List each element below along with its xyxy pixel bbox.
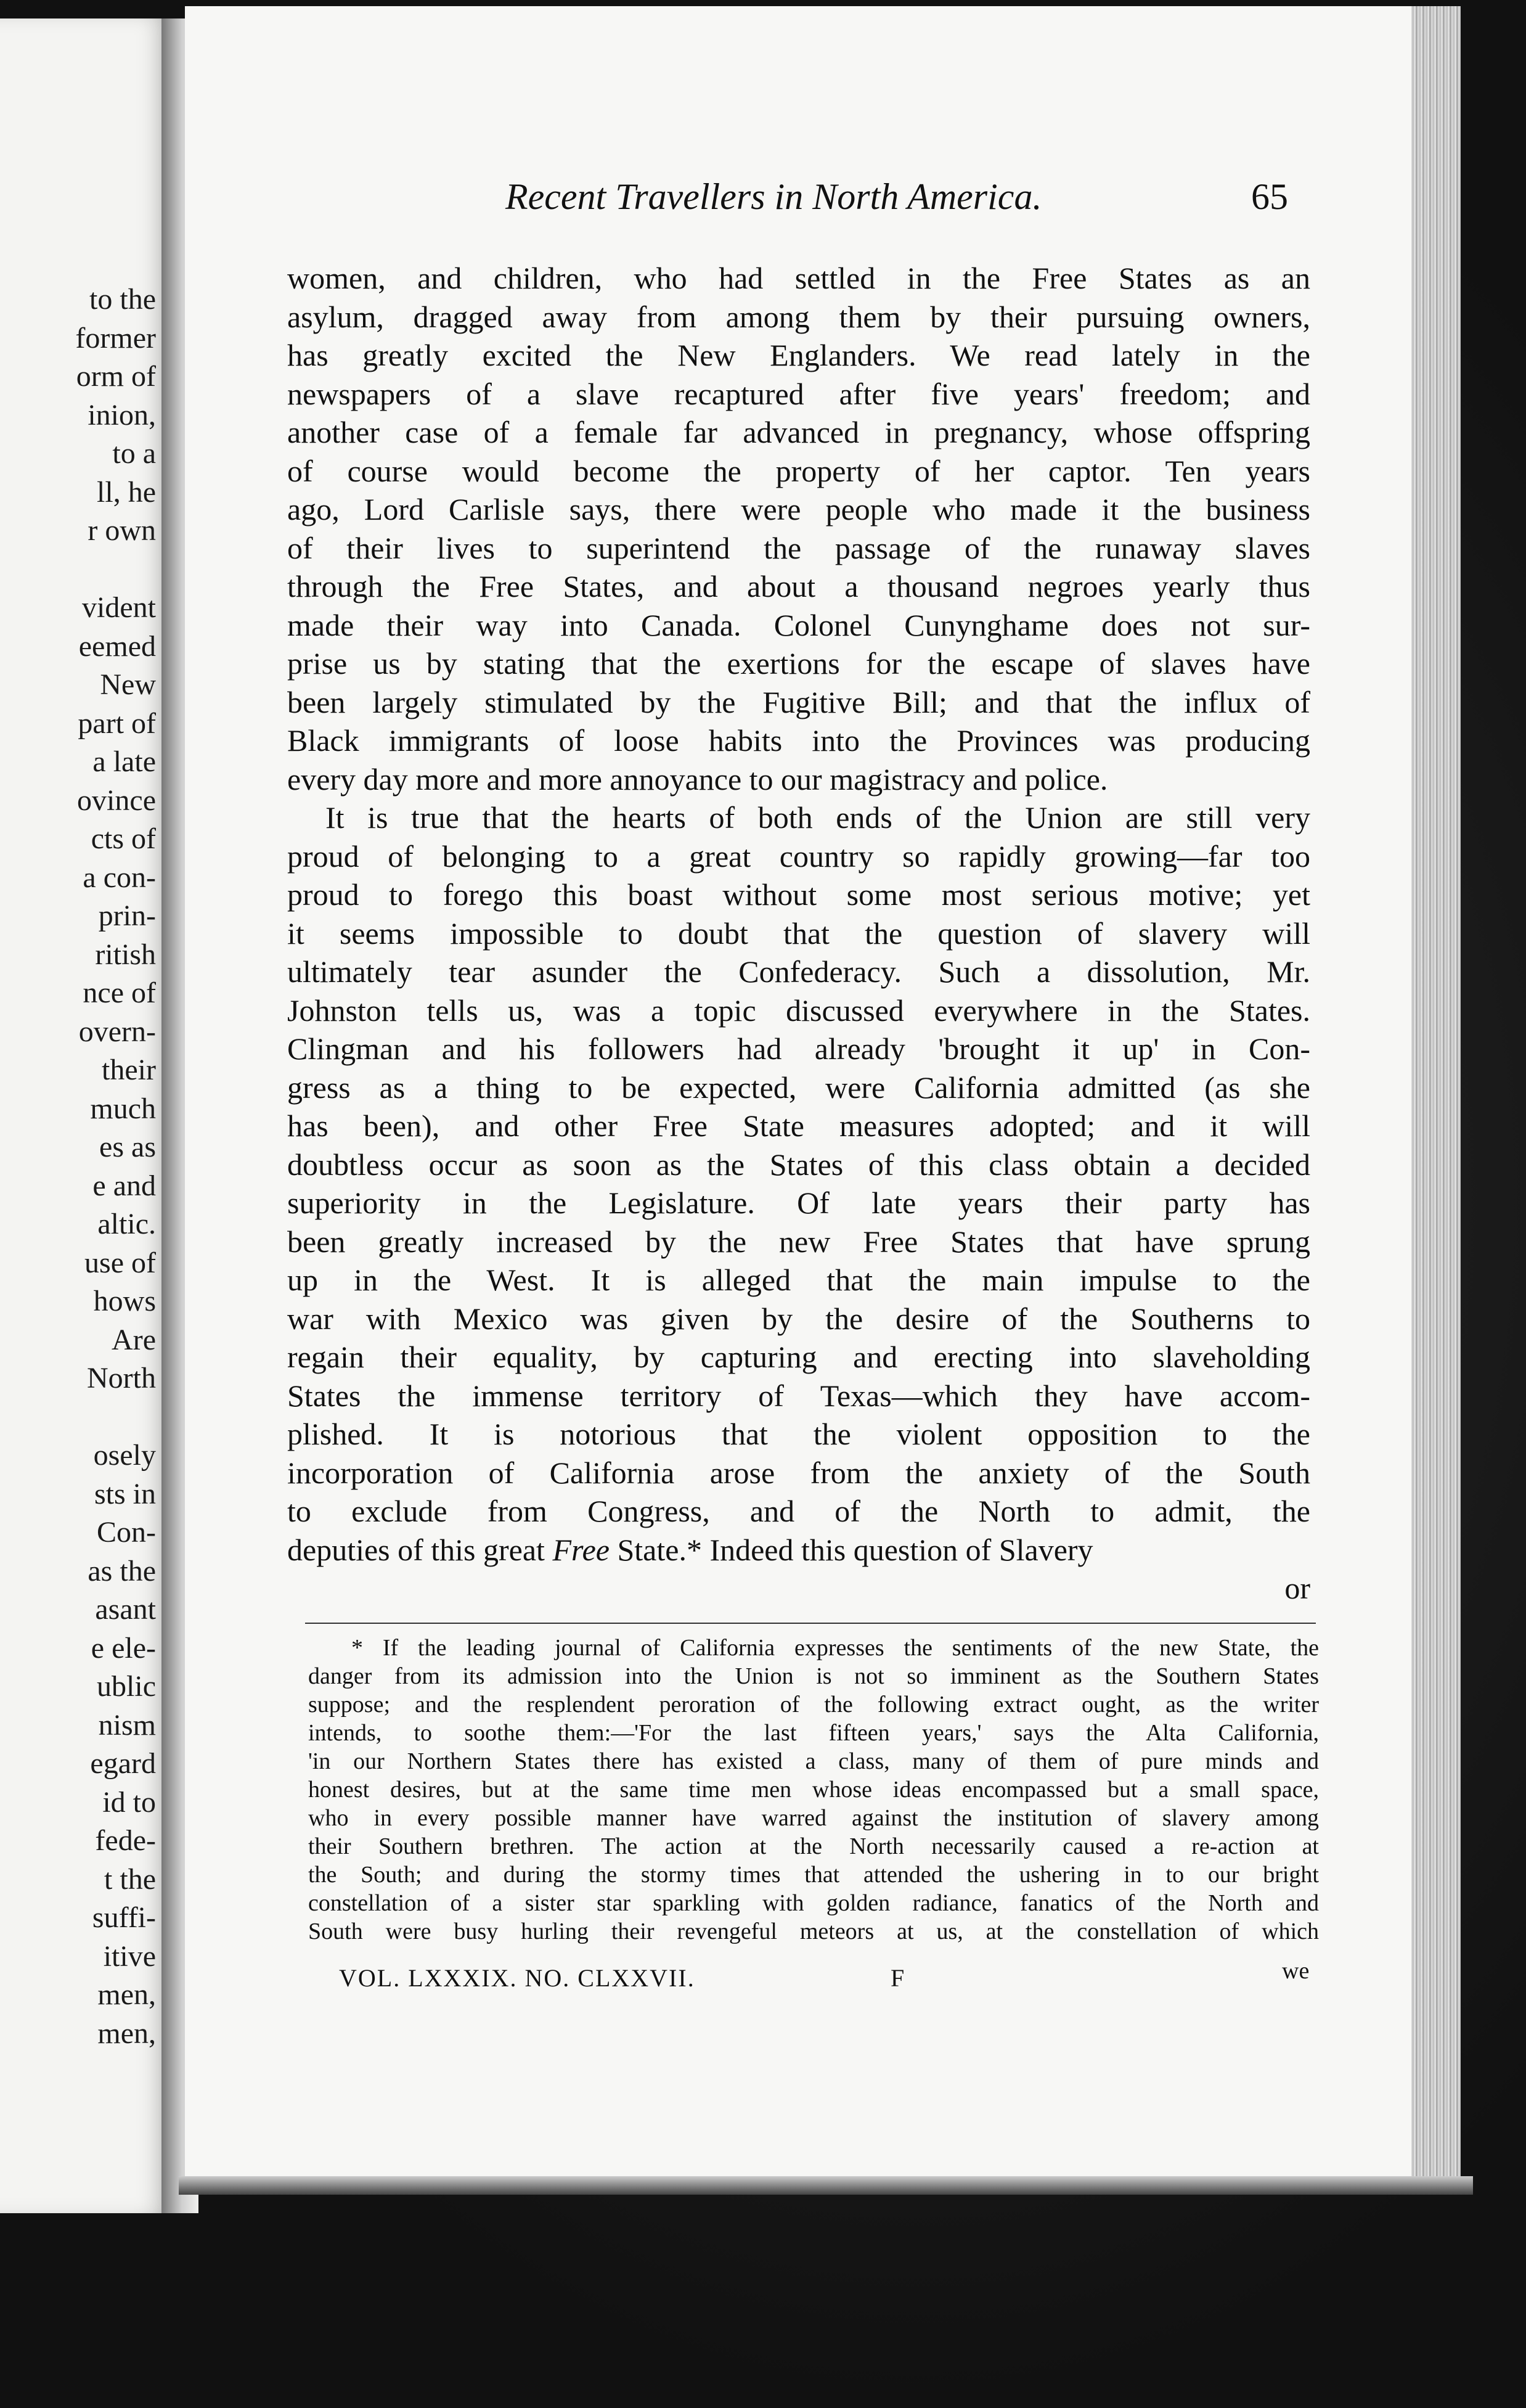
signature-line	[339, 1958, 1325, 1994]
footnote-line: their Southern brethren. The action at the North necessarily caused a re-action at	[308, 1833, 1319, 1859]
page-bottom-edge	[179, 2176, 1473, 2195]
body-line: gress as a thing to be expected, were California admitted (as she	[287, 1070, 1310, 1105]
footnote-line: who in every possible manner have warred against the institution of slavery among	[308, 1805, 1319, 1831]
body-line: made their way into Canada. Colonel Cunynghame does not sur-	[287, 607, 1310, 642]
left-page-line: vident	[82, 591, 156, 624]
body-line: women, and children, who had settled in the Free States as an	[287, 261, 1310, 295]
left-page-line: North	[87, 1362, 156, 1394]
body-line: It is true that the hearts of both ends of the Union are still very	[325, 800, 1310, 835]
italic-word: Free	[552, 1532, 610, 1567]
left-facing-page	[0, 18, 173, 2213]
body-line: been greatly increased by the new Free States that have sprung	[287, 1224, 1310, 1259]
left-page-line: New	[100, 668, 156, 701]
footnote-line: danger from its admission into the Union is not so imminent as the Southern States	[308, 1663, 1319, 1689]
body-line: ultimately tear asunder the Confederacy. Such a dissolution, Mr.	[287, 954, 1310, 989]
left-page-line	[0, 1398, 156, 1437]
left-page-line: es as	[99, 1131, 156, 1163]
body-line: it seems impossible to doubt that the question of slavery will	[287, 915, 1310, 951]
body-line: another case of a female far advanced in pregnancy, whose offspring	[287, 415, 1310, 449]
body-line: Johnston tells us, was a topic discussed everywhere in the States.	[287, 993, 1310, 1028]
body-line-final	[287, 1531, 1310, 1570]
body-line: incorporation of California arose from the anxiety of the South	[287, 1455, 1310, 1490]
left-page-line: a late	[92, 745, 156, 778]
left-page-line: ovince	[77, 784, 156, 817]
left-page-line: nism	[98, 1708, 156, 1742]
footnote-line: constellation of a sister star sparkling with golden radiance, fanatics of the North and	[308, 1890, 1319, 1916]
running-head: Recent Travellers in North America.	[505, 176, 1042, 217]
left-page-line: id to	[102, 1785, 156, 1819]
body-line: prise us by stating that the exertions for the escape of slaves have	[287, 646, 1310, 681]
body-line: every day more and more annoyance to our magistracy and police.	[287, 761, 1108, 797]
left-page-line: e ele-	[91, 1631, 156, 1665]
left-page-line: Con-	[97, 1516, 156, 1549]
footnote	[308, 1634, 1319, 1946]
body-line: has greatly excited the New Englanders. We read lately in the	[287, 338, 1310, 372]
signature-mark: F	[891, 1964, 905, 1992]
left-page-line: altic.	[97, 1208, 156, 1240]
left-page-line: to the	[89, 283, 156, 316]
left-page-line: ritish	[95, 938, 156, 971]
left-page-line: orm of	[76, 360, 156, 393]
body-line: regain their equality, by capturing and erecting into slaveholding	[287, 1340, 1310, 1374]
left-page-line: eemed	[78, 629, 156, 663]
left-page-line: much	[90, 1092, 156, 1125]
footnote-line: suppose; and the resplendent peroration of the following extract ought, as the writer	[308, 1692, 1319, 1718]
body-line: through the Free States, and about a thousand negroes yearly thus	[287, 569, 1310, 604]
left-page-line: ublic	[97, 1670, 156, 1703]
body-line: been largely stimulated by the Fugitive Bill; and that the influx of	[287, 684, 1310, 719]
footnote-rule	[305, 1623, 1316, 1624]
left-page-line: a con-	[83, 861, 156, 894]
body-line: Black immigrants of loose habits into the Provinces was producing	[287, 723, 1310, 758]
volume-signature: VOL. LXXXIX. NO. CLXXVII.	[339, 1964, 695, 1992]
catch-or: or	[1284, 1571, 1310, 1605]
body-line: has been), and other Free State measures adopted; and it will	[287, 1108, 1310, 1143]
left-page-line: r own	[88, 514, 156, 547]
footnote-line: * If the leading journal of California expresses the sentiments of the new State, the	[351, 1635, 1319, 1661]
text-run: deputies of this great	[287, 1532, 553, 1567]
body-line: superiority in the Legislature. Of late years their party has	[287, 1186, 1310, 1220]
left-page-line: cts of	[91, 822, 156, 855]
body-line: asylum, dragged away from among them by their pursuing owners,	[287, 299, 1310, 334]
footnote-line: the South; and during the stormy times that attended the ushering in to our bright	[308, 1862, 1319, 1888]
left-page-line: to a	[112, 437, 156, 470]
left-page-line: use of	[84, 1246, 156, 1279]
body-line: States the immense territory of Texas—which they have accom-	[287, 1378, 1310, 1413]
body-line: plished. It is notorious that the violent opposition to the	[287, 1417, 1310, 1451]
left-page-line: sts in	[94, 1477, 156, 1510]
left-page-line	[0, 551, 156, 589]
left-page-line: prin-	[98, 899, 156, 932]
left-page-line: asant	[95, 1593, 156, 1626]
left-page-line: hows	[93, 1285, 156, 1317]
left-page-line: suffi-	[92, 1901, 156, 1934]
left-page-line: overn-	[78, 1015, 156, 1048]
page-edge	[1411, 6, 1461, 2176]
footnote-line: 'in our Northern States there has existed a class, many of them of pure minds and	[308, 1748, 1319, 1774]
left-page-line: egard	[90, 1747, 156, 1780]
left-page-line: inion,	[88, 398, 156, 432]
left-page-line: itive	[103, 1939, 156, 1973]
footnote-line: South were busy hurling their revengeful meteors at us, at the constellation of which	[308, 1919, 1319, 1944]
left-page-line: t the	[104, 1862, 156, 1896]
left-page-line: men,	[97, 2017, 156, 2050]
catchword: we	[1282, 1958, 1310, 1984]
left-page-line: former	[75, 321, 156, 354]
page-number: 65	[1251, 176, 1288, 217]
body-line: proud of belonging to a great country so rapidly growing—far too	[287, 838, 1310, 874]
footnote-line: honest desires, but at the same time men whose ideas encompassed but a small space,	[308, 1777, 1319, 1803]
body-line: doubtless occur as soon as the States of this class obtain a decided	[287, 1147, 1310, 1182]
body-line: up in the West. It is alleged that the main impulse to the	[287, 1263, 1310, 1297]
body-lines	[287, 259, 1310, 1531]
text-run: State.* Indeed this question of Slavery	[609, 1532, 1093, 1567]
body-line: of course would become the property of her captor. Ten years	[287, 453, 1310, 488]
body-line: ago, Lord Carlisle says, there were people who made it the business	[287, 492, 1310, 526]
body-line: of their lives to superintend the passage of the runaway slaves	[287, 530, 1310, 565]
body-line: Clingman and his followers had already 'brought it up' in Con-	[287, 1031, 1310, 1066]
body-line: to exclude from Congress, and of the North to admit, the	[287, 1494, 1310, 1528]
left-page-line: as the	[88, 1554, 156, 1587]
left-page-line: fede-	[95, 1824, 156, 1857]
left-page-line: part of	[78, 706, 156, 740]
left-page-line: nce of	[83, 977, 156, 1009]
left-page-line: e and	[92, 1169, 156, 1202]
footnote-line: intends, to soothe them:—'For the last fifteen years,' says the Alta California,	[308, 1720, 1319, 1746]
left-page-line: ll, he	[97, 475, 156, 509]
left-page-line: Are	[112, 1323, 156, 1356]
left-page-text	[0, 281, 156, 2053]
body-line: newspapers of a slave recaptured after five years' freedom; and	[287, 376, 1310, 411]
left-page-line: osely	[93, 1439, 156, 1472]
body-text	[287, 259, 1310, 1608]
body-line: war with Mexico was given by the desire of the Southerns to	[287, 1301, 1310, 1336]
left-page-line: men,	[97, 1978, 156, 2011]
body-line: proud to forego this boast without some most serious motive; yet	[287, 877, 1310, 912]
left-page-line: their	[102, 1054, 156, 1086]
